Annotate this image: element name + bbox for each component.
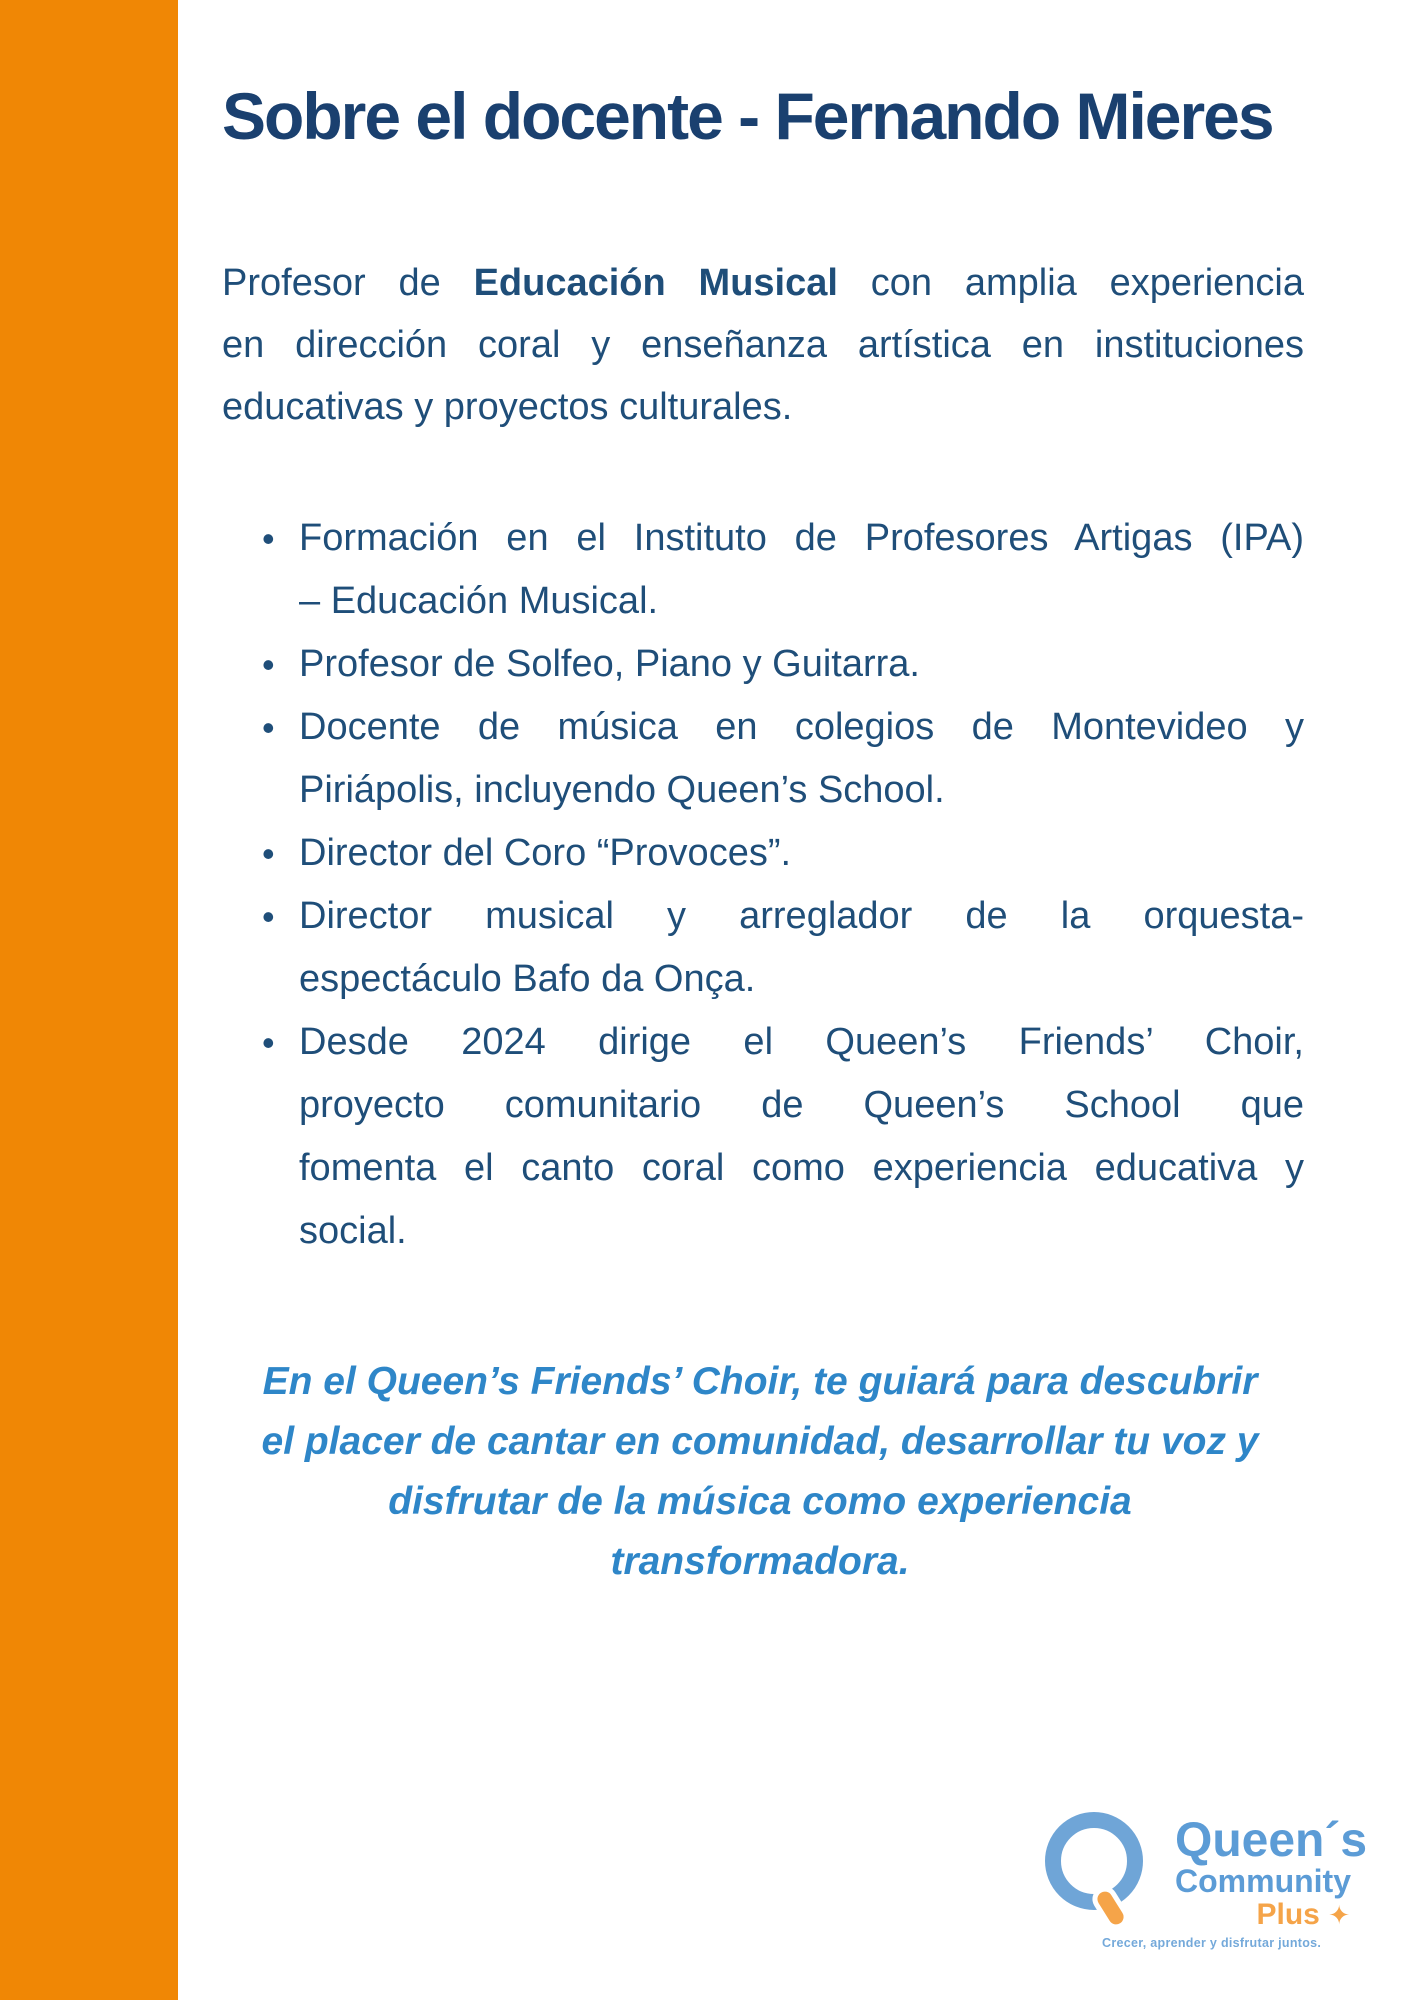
intro-text-bold: Educación Musical [473, 262, 838, 304]
intro-text: con amplia experiencia [837, 262, 1304, 304]
intro-paragraph [222, 252, 1304, 438]
list-item [222, 696, 1304, 822]
intro-line: educativas y proyectos culturales. [222, 386, 793, 428]
list-item [222, 1011, 1304, 1263]
intro-line [222, 252, 1304, 314]
list-item-line: • Director musical y arreglador de la orquesta- [299, 895, 1304, 937]
list-item [222, 507, 1304, 633]
q-ring-icon [1045, 1812, 1143, 1910]
list-item-line: – Educación Musical. [299, 580, 659, 622]
logo-plus-label [1040, 1898, 1350, 1932]
quote-line: transformadora. [610, 1540, 910, 1583]
list-item [222, 822, 1304, 885]
logo-plus-text: Plus [1256, 1898, 1320, 1931]
list-item-line: • Director del Coro “Provoces”. [299, 832, 792, 874]
page-title: Sobre el docente - Fernando Mieres [222, 79, 1273, 153]
list-item [222, 885, 1304, 1011]
list-item-line: fomenta el canto coral como experiencia educativa y [299, 1147, 1304, 1189]
bullet-list [222, 507, 1304, 1263]
list-item-line: • Desde 2024 dirige el Queen’s Friends’ Choir, [299, 1021, 1304, 1063]
list-item-line: • Profesor de Solfeo, Piano y Guitarra. [299, 643, 920, 685]
logo-wordmark-queens: Queen´s [1175, 1814, 1368, 1867]
intro-text: Profesor de [222, 262, 474, 304]
list-item-line: • Docente de música en colegios de Montevideo y [299, 706, 1304, 748]
list-item-line: espectáculo Bafo da Onça. [299, 958, 756, 1000]
list-item-line: social. [299, 1210, 407, 1252]
quote-line: En el Queen’s Friends’ Choir, te guiará para descubrir [262, 1360, 1258, 1403]
list-item-line: Piriápolis, incluyendo Queen’s School. [299, 769, 945, 811]
quote-line: disfrutar de la música como experiencia [388, 1480, 1132, 1523]
plus-star-icon: ✦ [1328, 1901, 1350, 1931]
queens-community-logo [1040, 1795, 1370, 1970]
list-item-line: proyecto comunitario de Queen’s School que [299, 1084, 1304, 1126]
quote-line: el placer de cantar en comunidad, desarrollar tu voz y [261, 1420, 1259, 1463]
list-item [222, 633, 1304, 696]
list-item-line: • Formación en el Instituto de Profesores Artigas (IPA) [299, 517, 1304, 559]
logo-wordmark-community: Community [1175, 1863, 1351, 1899]
orange-side-bar [0, 0, 178, 2000]
logo-tagline: Crecer, aprender y disfrutar juntos. [1102, 1936, 1322, 1950]
quote-paragraph [200, 1352, 1320, 1592]
intro-line: en dirección coral y enseñanza artística en instituciones [222, 324, 1304, 366]
